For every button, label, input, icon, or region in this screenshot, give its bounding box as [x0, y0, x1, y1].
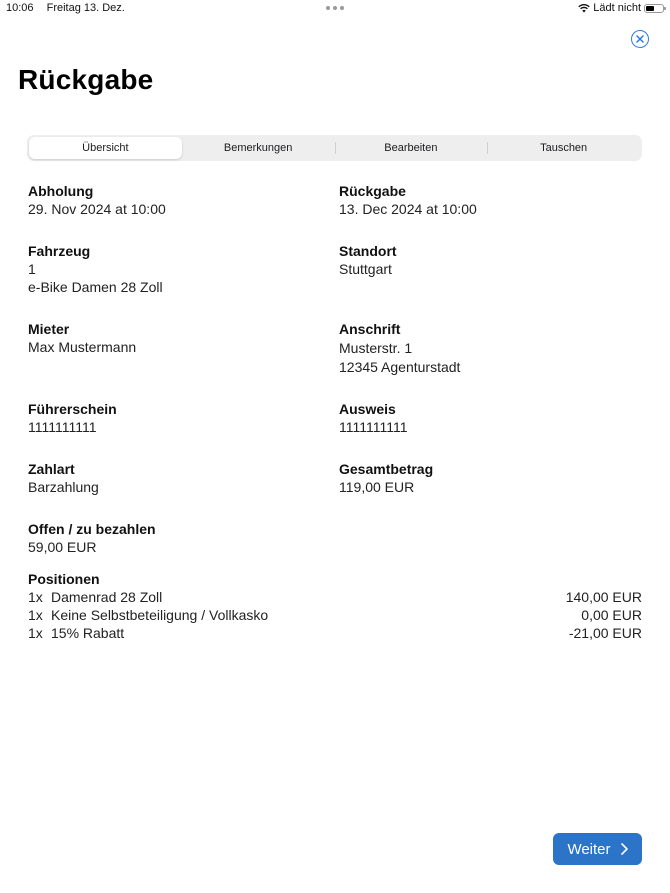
battery-icon	[644, 4, 664, 13]
field-value: 12345 Agenturstadt	[339, 359, 461, 375]
multitasking-dots-icon[interactable]	[326, 2, 344, 10]
status-time: 10:06	[6, 2, 34, 14]
next-button-label: Weiter	[567, 840, 611, 858]
status-date: Freitag 13. Dez.	[46, 2, 125, 14]
field-label: Mieter	[28, 321, 70, 337]
field-ausweis	[339, 400, 408, 436]
field-label: Abholung	[28, 183, 94, 199]
field-label: Anschrift	[339, 321, 401, 337]
position-price: -21,00 EUR	[568, 625, 642, 641]
field-label: Rückgabe	[339, 183, 406, 199]
tab-uebersicht[interactable]: Übersicht	[29, 137, 182, 159]
field-value: Musterstr. 1	[339, 340, 413, 356]
position-name: Keine Selbstbeteiligung / Vollkasko	[51, 607, 269, 623]
field-label: Ausweis	[339, 401, 396, 417]
field-value: Max Mustermann	[28, 339, 137, 355]
wifi-icon	[578, 3, 590, 13]
positions-list	[28, 570, 642, 642]
field-fuehrerschein	[28, 400, 117, 436]
field-value: Barzahlung	[28, 479, 99, 495]
charging-status: Lädt nicht	[593, 2, 641, 14]
field-value: 119,00 EUR	[339, 479, 415, 495]
list-item	[28, 624, 642, 642]
field-fahrzeug	[28, 242, 163, 296]
field-value: 29. Nov 2024 at 10:00	[28, 201, 166, 217]
field-label: Führerschein	[28, 401, 117, 417]
status-bar	[0, 0, 670, 20]
segmented-control	[27, 135, 642, 161]
tab-bemerkungen[interactable]: Bemerkungen	[223, 142, 293, 154]
position-qty: 1x	[28, 589, 43, 605]
field-value: Stuttgart	[339, 261, 392, 277]
tab-bearbeiten[interactable]: Bearbeiten	[335, 137, 488, 159]
tab-tauschen[interactable]: Tauschen	[487, 137, 640, 159]
position-name: 15% Rabatt	[51, 625, 125, 641]
close-button[interactable]	[631, 30, 649, 48]
position-qty: 1x	[28, 607, 43, 623]
position-price: 0,00 EUR	[581, 607, 642, 623]
position-qty: 1x	[28, 625, 43, 641]
positions-label: Positionen	[28, 571, 100, 587]
next-button[interactable]	[553, 833, 642, 865]
field-standort	[339, 242, 397, 278]
field-abholung	[28, 182, 166, 218]
field-offen	[28, 520, 156, 556]
field-label: Offen / zu bezahlen	[28, 521, 156, 537]
field-value: e-Bike Damen 28 Zoll	[28, 279, 163, 295]
field-value: 13. Dec 2024 at 10:00	[339, 201, 477, 217]
close-icon	[636, 35, 644, 43]
field-value: 1	[28, 261, 36, 277]
page-title: Rückgabe	[18, 64, 154, 95]
list-item	[28, 606, 642, 624]
field-value: 1111111111	[339, 419, 408, 435]
field-zahlart	[28, 460, 99, 496]
field-label: Gesamtbetrag	[339, 461, 434, 477]
field-anschrift	[339, 320, 460, 377]
list-item	[28, 588, 642, 606]
field-value: 1111111111	[28, 419, 97, 435]
position-name: Damenrad 28 Zoll	[51, 589, 163, 605]
field-label: Fahrzeug	[28, 243, 91, 259]
field-mieter	[28, 320, 136, 356]
field-label: Zahlart	[28, 461, 75, 477]
field-value: 59,00 EUR	[28, 539, 97, 555]
position-price: 140,00 EUR	[565, 589, 642, 605]
field-rueckgabe	[339, 182, 477, 218]
chevron-right-icon	[621, 843, 628, 855]
field-label: Standort	[339, 243, 397, 259]
field-gesamtbetrag	[339, 460, 433, 496]
